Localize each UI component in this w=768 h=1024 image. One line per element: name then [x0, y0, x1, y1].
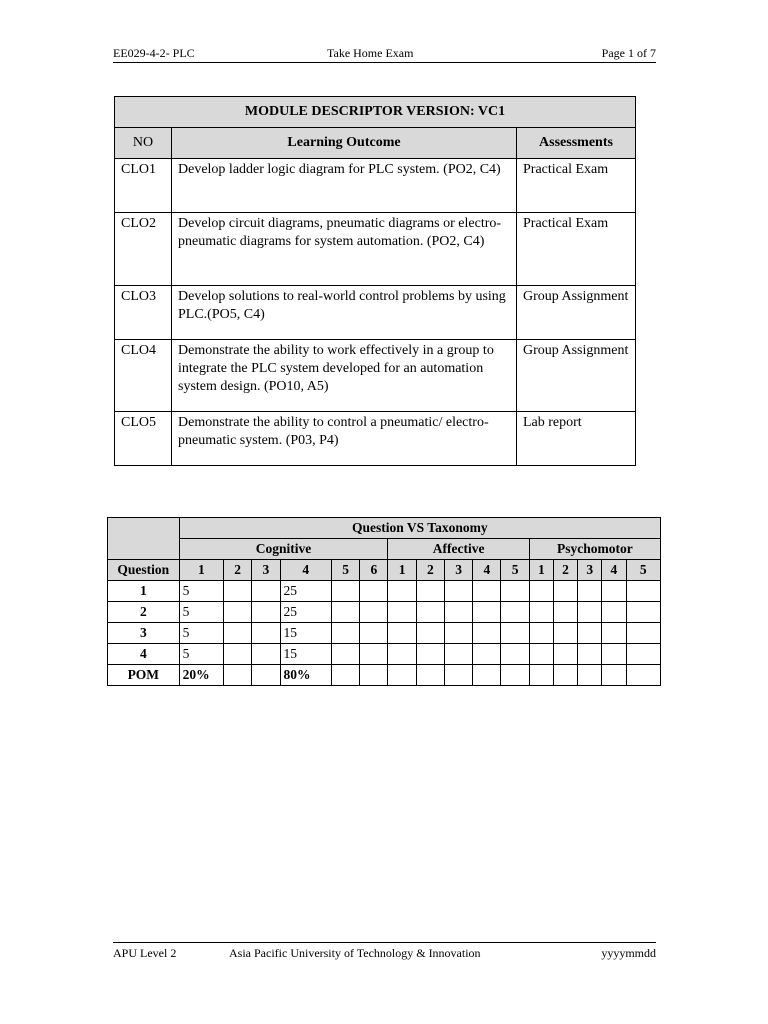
col-header-assessments: Assessments	[517, 128, 636, 159]
cognitive-4-value: 15	[280, 644, 331, 665]
psychomotor-level: 2	[553, 560, 577, 581]
apu-level: APU Level 2	[113, 946, 177, 960]
clo-outcome: Demonstrate the ability to control a pneumatic/ electro-pneumatic system. (P03, P4)	[172, 412, 517, 466]
psychomotor-level: 1	[529, 560, 553, 581]
table-row	[108, 644, 661, 665]
affective-level: 1	[388, 560, 416, 581]
pom-cognitive-4: 80%	[280, 665, 331, 686]
question-header: Question	[108, 560, 180, 581]
clo-outcome: Develop ladder logic diagram for PLC system. (PO2, C4)	[172, 159, 517, 213]
clo-outcome: Develop solutions to real-world control problems by using PLC.(PO5, C4)	[172, 286, 517, 340]
question-number: 2	[108, 602, 180, 623]
question-number: 1	[108, 581, 180, 602]
cognitive-level: 4	[280, 560, 331, 581]
clo-assessment: Group Assignment	[517, 340, 636, 412]
module-descriptor-table	[114, 96, 636, 466]
psychomotor-level: 3	[578, 560, 602, 581]
clo-assessment: Group Assignment	[517, 286, 636, 340]
clo-id: CLO1	[115, 159, 172, 213]
affective-level: 2	[416, 560, 444, 581]
affective-level: 5	[501, 560, 529, 581]
university-name: Asia Pacific University of Technology & Innovation	[229, 946, 481, 960]
question-number: 3	[108, 623, 180, 644]
clo-assessment: Practical Exam	[517, 213, 636, 286]
psychomotor-level: 4	[602, 560, 626, 581]
affective-level: 4	[473, 560, 501, 581]
clo-id: CLO4	[115, 340, 172, 412]
cognitive-1-value: 5	[179, 602, 223, 623]
question-taxonomy-table	[107, 517, 661, 686]
course-code: EE029-4-2- PLC	[113, 46, 195, 60]
cognitive-1-value: 5	[179, 623, 223, 644]
page-header	[113, 46, 656, 63]
taxonomy-title: Question VS Taxonomy	[179, 518, 660, 539]
date-placeholder: yyyymmdd	[601, 946, 656, 960]
table-row	[108, 623, 661, 644]
pom-cognitive-1: 20%	[179, 665, 223, 686]
clo-outcome: Demonstrate the ability to work effectively in a group to integrate the PLC system developed for an automation system design. (PO10, A5)	[172, 340, 517, 412]
page-number: Page 1 of 7	[601, 46, 656, 60]
clo-assessment: Lab report	[517, 412, 636, 466]
group-psychomotor: Psychomotor	[529, 539, 660, 560]
psychomotor-level: 5	[626, 560, 660, 581]
cognitive-4-value: 15	[280, 623, 331, 644]
affective-level: 3	[444, 560, 472, 581]
cognitive-level: 1	[179, 560, 223, 581]
cognitive-1-value: 5	[179, 581, 223, 602]
cognitive-level: 6	[360, 560, 388, 581]
group-cognitive: Cognitive	[179, 539, 388, 560]
table-row	[108, 581, 661, 602]
cognitive-level: 3	[252, 560, 280, 581]
table-row	[108, 602, 661, 623]
table-row	[115, 340, 636, 412]
cognitive-level: 2	[224, 560, 252, 581]
col-header-learning-outcome: Learning Outcome	[172, 128, 517, 159]
clo-id: CLO3	[115, 286, 172, 340]
clo-id: CLO5	[115, 412, 172, 466]
corner-cell	[108, 518, 180, 560]
col-header-no: NO	[115, 128, 172, 159]
group-affective: Affective	[388, 539, 529, 560]
table-row	[115, 412, 636, 466]
exam-type: Take Home Exam	[327, 46, 414, 60]
pom-label: POM	[108, 665, 180, 686]
cognitive-1-value: 5	[179, 644, 223, 665]
clo-id: CLO2	[115, 213, 172, 286]
table-row	[115, 213, 636, 286]
table-row	[115, 286, 636, 340]
clo-outcome: Develop circuit diagrams, pneumatic diagrams or electro-pneumatic diagrams for system automation. (PO2, C4)	[172, 213, 517, 286]
question-number: 4	[108, 644, 180, 665]
cognitive-4-value: 25	[280, 581, 331, 602]
table-row	[115, 159, 636, 213]
module-descriptor-title: MODULE DESCRIPTOR VERSION: VC1	[115, 97, 636, 128]
cognitive-level: 5	[331, 560, 359, 581]
page-footer	[113, 942, 656, 963]
cognitive-4-value: 25	[280, 602, 331, 623]
pom-row	[108, 665, 661, 686]
clo-assessment: Practical Exam	[517, 159, 636, 213]
